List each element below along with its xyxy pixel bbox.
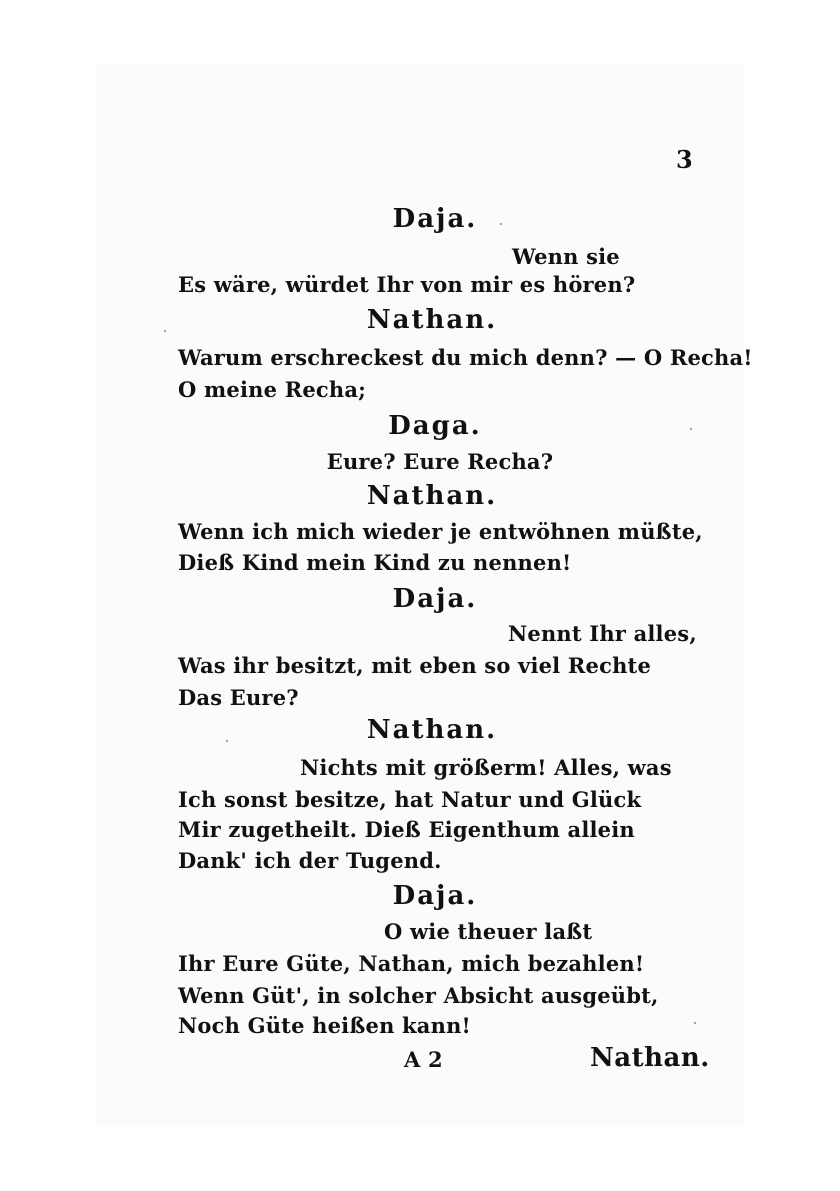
verse-line: Mir zugetheilt. Dieß Eigenthum allein	[178, 817, 635, 842]
verse-line: Dieß Kind mein Kind zu nennen!	[178, 550, 572, 575]
speaker-name-nathan: Nathan.	[366, 481, 498, 511]
verse-line: Was ihr besitzt, mit eben so viel Rechte	[178, 653, 652, 678]
speaker-name-daja: Daja.	[392, 204, 478, 234]
speaker-name-daja: Daja.	[392, 881, 478, 911]
verse-line: Ihr Eure Güte, Nathan, mich bezahlen!	[178, 951, 645, 976]
verse-line: Das Eure?	[178, 685, 299, 710]
verse-line: Eure? Eure Recha?	[326, 449, 554, 474]
verse-line: O meine Recha;	[178, 377, 367, 402]
speaker-name-daja: Daja.	[392, 584, 478, 614]
verse-line: Wenn sie	[512, 244, 620, 269]
paper-speck	[226, 740, 228, 742]
verse-line: Warum erschreckest du mich denn? — O Recha!	[178, 345, 753, 370]
verse-line: Ich sonst besitze, hat Natur und Glück	[178, 787, 642, 812]
verse-line: Nennt Ihr alles,	[508, 621, 697, 646]
page-number: 3	[676, 145, 693, 174]
verse-line: Noch Güte heißen kann!	[178, 1013, 471, 1038]
paper-speck	[164, 330, 166, 332]
paper-speck	[500, 223, 502, 225]
paper-speck	[690, 428, 692, 430]
speaker-name-nathan: Nathan.	[366, 715, 498, 745]
paper-speck	[694, 1022, 696, 1024]
verse-line: O wie theuer laßt	[384, 919, 593, 944]
verse-line: Dank' ich der Tugend.	[178, 848, 442, 873]
verse-line: Wenn Güt', in solcher Absicht ausgeübt,	[178, 983, 659, 1008]
verse-line: Es wäre, würdet Ihr von mir es hören?	[178, 272, 636, 297]
verse-line: Nichts mit größerm! Alles, was	[300, 755, 672, 780]
speaker-name-nathan: Nathan.	[366, 305, 498, 335]
catchword: Nathan.	[590, 1043, 710, 1073]
verse-line: Wenn ich mich wieder je entwöhnen müßte,	[178, 519, 703, 544]
speaker-name-daja: Daga.	[388, 411, 482, 441]
signature-mark: A 2	[404, 1047, 443, 1072]
